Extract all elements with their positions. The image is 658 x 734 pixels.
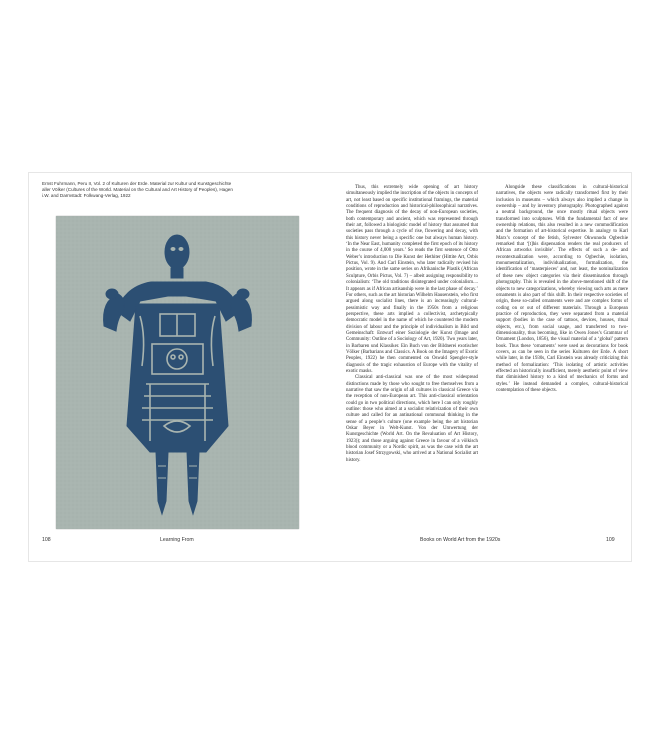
- left-running-title: Learning From: [160, 537, 194, 543]
- book-cover-plate: [56, 216, 299, 529]
- woodcut-figure-illustration: [56, 216, 299, 529]
- book-spread: [28, 172, 632, 562]
- figure-caption: Ernst Fuhrmann, Peru II, Vol. 2 of Kulturen der Erde. Material zur Kultur und Kunstgeschichte aller Völker (Cultures of the World. Material on the Cultural and Art History of Peoples), Hagen i.W. and Darmstadt: Folkwang-Verlag, 1922: [42, 181, 233, 199]
- body-text-column-1: [346, 185, 478, 464]
- left-page-number: 108: [42, 537, 51, 543]
- paragraph: Thus, this extremely wide opening of art history simultaneously implied the inscription of the objects in concepts of art, not least based on specific institutional framings, the material conditions of reproduction and historical-philosophical narratives. The frequent diagnosis of the decay of non-European societies, both contemporary and ancient, which was represented through their art, followed a biologistic model of history that assumed that societies pass through a cycle of rise, flowering and decay, with this history never being a specific one but always human history. ‘In the Near East, humanity completed the first epoch of its history in the course of 4,000 years.’ So reads the first sentence of Otto Weber’s introduction to Die Kunst der Hethiter (Hittite Art, Orbis Pictus, Vol. 9). And Carl Einstein, who later radically revised his position, wrote in the same series on Afrikanische Plastik (African Sculpture, Orbis Pictus, Vol. 7) – albeit assigning responsibility to colonialism: ‘The old traditions disintegrated under colonialism.... It appears as if African artisanship were in the last phase of decay.’ For others, such as the art historian Wilhelm Hausenstein, who first argued along socialist lines, there is an increasingly cultural-pessimistic way and finally in the 1950s from a religious perspective, these arts implied a collectivist, archetypically democratic model in the name of which he countered the modern division of labour and the principle of individualism in Bild und Gemeinschaft: Entwurf einer Soziologie der Kunst (Image and Community: Outline of a Sociology of Art, 1920). Two years later, in Barbaren und Klassiker. Ein Buch von der Bildnerei exotischer Völker (Barbarians and Classics. A Book on the Imagery of Exotic Peoples, 1922) he then commented on Oswald Spengler-style diagnosis of the tragic exhaustion of Europe with the vitality of exotic masks.: [346, 185, 478, 374]
- right-running-title: Books on World Art from the 1920s: [420, 537, 501, 543]
- paragraph: Alongside these classifications in cultural-historical narratives, the objects were radically transformed first by their inclusion in museums – which always also implied a change in ownership – and by inventory photography. Photographed against a neutral background, the once mostly ritual objects were transformed into sculptures. With the fundamental fact of new ownership relations, this also resulted in a new commodification and the formation of art-historical expertise. In analogy to Karl Marx’s concept of the fetish, Sylvester Okwunodu Ogbechie remarked that ‘[t]his dispensation renders the real producers of African artworks invisible’. The effects of such a de- and recontextualization were, according to Ogbechie, isolation, monumentalization, individualization, formalization, the identification of ‘masterpieces’ and, not least, the nominalization of these new object categories via their dissemination through photography. This is revealed in the above-mentioned shift of the objects to new categorizations, whereby viewing such arts as mere ornaments is also part of this shift. In their respective societies of origin, these so-called ornaments were and are complex forms of coding on or out of different materials. Through a European practice of reproduction, they were separated from a material support (bodies in the case of tattoos, devices, houses, ritual objects, etc.), from social usage, and transferred to two-dimensionality, thus becoming, like in Owen Jones’s Grammar of Ornament (London, 1856), the visual material of a ‘global’ pattern book. Thus these ‘ornaments’ were used as decorations for book covers, as can be seen in the series Kulturen der Erde. A short while later, in the 1930s, Carl Einstein was already criticizing this method of formalization: ‘This isolating of artistic activities effected an historically insufficient, merely aesthetic point of view that diminished history to a kind of mechanics of forms and styles.’ He instead demanded a complex, cultural-historical contemplation of these objects.: [496, 185, 628, 393]
- right-page-number: 109: [606, 537, 615, 543]
- body-text-column-2: [496, 185, 628, 394]
- paragraph: Classical anti-classical was one of the most widespread distinctions made by those who sought to free themselves from a narrative that saw the origin of all cultures in classical Greece via the reception of non-European art. This anti-classical orientation could go in two political directions, which here I can only roughly outline: those who aimed at a socialist relativization of their own culture and called for an antinational communal thinking in the sense of a people’s culture (one example being the art historian Oskar Beyer in Welt-Kunst. Von der Umwertung der Kunstgeschichte (World Art. On the Revaluation of Art History, 1923)); and those arguing against Greece in favour of a völkisch blood community or a Nordic spirit, as was the case with the art historian Josef Strzygowski, who arrived at a National Socialist art history.: [346, 375, 478, 463]
